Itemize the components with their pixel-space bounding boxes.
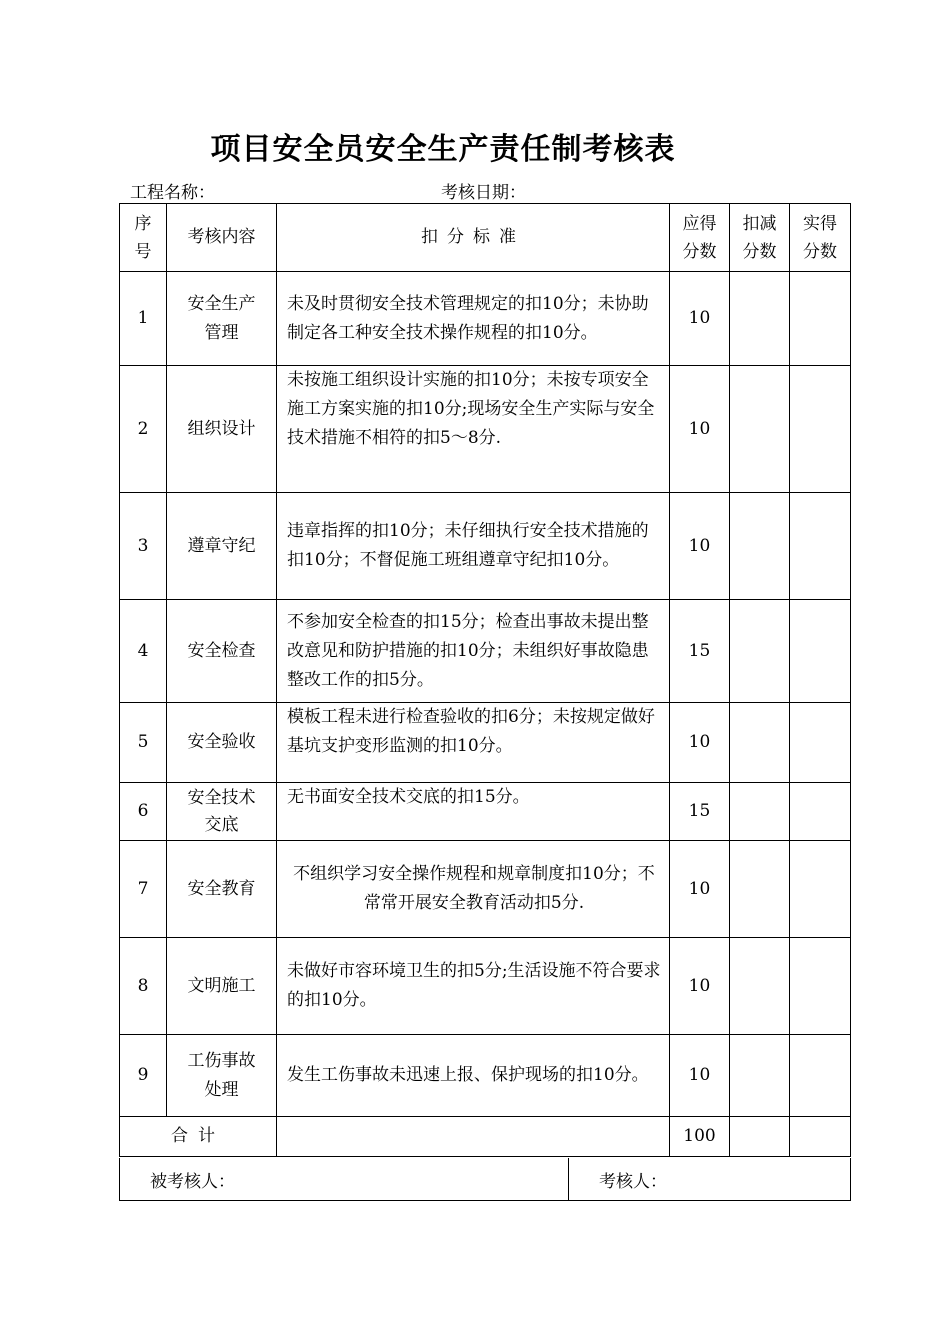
table-row [120, 1035, 851, 1117]
header-criteria: 扣分标准 [277, 204, 670, 272]
examinee-signature[interactable]: 被考核人： [120, 1158, 569, 1201]
row-actual-cell[interactable] [790, 493, 851, 600]
row-due-score: 10 [670, 938, 730, 1035]
table-row [120, 841, 851, 938]
row-content: 安全生产管理 [167, 272, 277, 366]
row-seq: 3 [120, 493, 167, 600]
table-row [120, 600, 851, 703]
table-row [120, 703, 851, 783]
row-due-score: 10 [670, 841, 730, 938]
row-seq: 8 [120, 938, 167, 1035]
row-actual-cell[interactable] [790, 783, 851, 841]
row-criteria: 未做好市容环境卫生的扣5分;生活设施不符合要求的扣10分。 [277, 938, 670, 1035]
row-criteria: 未按施工组织设计实施的扣10分；未按专项安全施工方案实施的扣10分;现场安全生产实际与安全技术措施不相符的扣5～8分. [277, 366, 670, 493]
row-criteria: 不参加安全检查的扣15分；检查出事故未提出整改意见和防护措施的扣10分；未组织好事故隐患整改工作的扣5分。 [277, 600, 670, 703]
total-row [120, 1117, 851, 1157]
row-deduct-cell[interactable] [730, 783, 790, 841]
total-deduct-cell[interactable] [730, 1117, 790, 1157]
row-content: 文明施工 [167, 938, 277, 1035]
row-deduct-cell[interactable] [730, 366, 790, 493]
row-due-score: 10 [670, 703, 730, 783]
row-content: 安全技术交底 [167, 783, 277, 841]
table-row [120, 783, 851, 841]
header-row [120, 204, 851, 272]
row-due-score: 10 [670, 1035, 730, 1117]
table-row [120, 493, 851, 600]
row-content: 工伤事故处理 [167, 1035, 277, 1117]
row-criteria: 违章指挥的扣10分；未仔细执行安全技术措施的扣10分；不督促施工班组遵章守纪扣10分。 [277, 493, 670, 600]
row-criteria: 不组织学习安全操作规程和规章制度扣10分；不常常开展安全教育活动扣5分. [277, 841, 670, 938]
total-label: 合计 [120, 1117, 277, 1157]
table-row [120, 938, 851, 1035]
row-criteria: 模板工程未进行检查验收的扣6分；未按规定做好基坑支护变形监测的扣10分。 [277, 703, 670, 783]
row-content: 安全教育 [167, 841, 277, 938]
row-criteria: 未及时贯彻安全技术管理规定的扣10分；未协助制定各工种安全技术操作规程的扣10分。 [277, 272, 670, 366]
project-name-label: 工程名称： [130, 183, 215, 203]
header-content: 考核内容 [167, 204, 277, 272]
row-content: 组织设计 [167, 366, 277, 493]
row-due-score: 15 [670, 783, 730, 841]
header-deduct-score: 扣减分数 [730, 204, 790, 272]
total-actual-cell[interactable] [790, 1117, 851, 1157]
row-seq: 9 [120, 1035, 167, 1117]
row-seq: 2 [120, 366, 167, 493]
row-actual-cell[interactable] [790, 703, 851, 783]
row-content: 安全验收 [167, 703, 277, 783]
table-row [120, 366, 851, 493]
row-actual-cell[interactable] [790, 841, 851, 938]
row-deduct-cell[interactable] [730, 841, 790, 938]
row-actual-cell[interactable] [790, 1035, 851, 1117]
header-due-score: 应得分数 [670, 204, 730, 272]
row-seq: 7 [120, 841, 167, 938]
header-actual-score: 实得分数 [790, 204, 851, 272]
examiner-signature[interactable]: 考核人： [569, 1158, 851, 1201]
header-seq: 序号 [120, 204, 167, 272]
row-due-score: 10 [670, 272, 730, 366]
table-row [120, 272, 851, 366]
row-due-score: 15 [670, 600, 730, 703]
row-seq: 4 [120, 600, 167, 703]
row-due-score: 10 [670, 366, 730, 493]
row-deduct-cell[interactable] [730, 703, 790, 783]
row-criteria: 无书面安全技术交底的扣15分。 [277, 783, 670, 841]
row-deduct-cell[interactable] [730, 600, 790, 703]
row-seq: 5 [120, 703, 167, 783]
row-actual-cell[interactable] [790, 366, 851, 493]
row-deduct-cell[interactable] [730, 493, 790, 600]
row-criteria: 发生工伤事故未迅速上报、保护现场的扣10分。 [277, 1035, 670, 1117]
signature-table [119, 1158, 851, 1201]
row-deduct-cell[interactable] [730, 272, 790, 366]
assessment-date-label: 考核日期： [441, 183, 526, 203]
total-due-score: 100 [670, 1117, 730, 1157]
row-seq: 1 [120, 272, 167, 366]
row-deduct-cell[interactable] [730, 938, 790, 1035]
row-content: 安全检查 [167, 600, 277, 703]
assessment-table [119, 203, 851, 1157]
row-actual-cell[interactable] [790, 272, 851, 366]
page-title: 项目安全员安全生产责任制考核表 [210, 132, 676, 167]
row-actual-cell[interactable] [790, 600, 851, 703]
row-due-score: 10 [670, 493, 730, 600]
row-content: 遵章守纪 [167, 493, 277, 600]
total-criteria-cell [277, 1117, 670, 1157]
row-seq: 6 [120, 783, 167, 841]
row-actual-cell[interactable] [790, 938, 851, 1035]
row-deduct-cell[interactable] [730, 1035, 790, 1117]
